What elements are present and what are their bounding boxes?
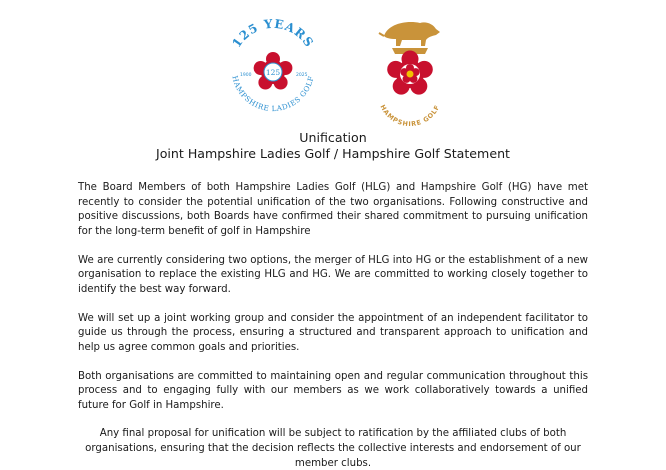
hlg-center-number: 125 (265, 68, 281, 77)
hlg-arc-top-text: 125 YEARS (229, 16, 317, 51)
boar-icon (379, 22, 440, 46)
hg-arc-bottom-text: HAMPSHIRE GOLF (378, 103, 442, 128)
title-line-1: Unification (299, 130, 367, 145)
hlg-year-right: 2025 (296, 73, 308, 78)
svg-text:HAMPSHIRE GOLF (378, 103, 441, 128)
logo-header (0, 10, 666, 128)
statement-title (0, 130, 666, 162)
hlg-year-left: 1900 (240, 73, 252, 78)
paragraph: We will set up a joint working group and consider the appointment of an independent facilitator to guide us through the process, ensuring a structured and transparent approach to unification and help us agree common goals and priorities. (78, 312, 588, 353)
paragraph: Both organisations are committed to maintaining open and regular communication throughout this process and to engaging fully with our members as we work collaboratively towards a unified future for Golf in Hampshire. (78, 370, 588, 411)
tudor-rose-icon (387, 51, 433, 95)
hlg-arc-bottom-text: HAMPSHIRE LADIES GOLF (230, 74, 316, 114)
statement-body (78, 181, 588, 470)
closing-paragraph: Any final proposal for unification will be subject to ratification by the affiliated clubs of both organisations, ensuring that the decision reflects the collective interests and endorsement of our member clubs. (85, 428, 581, 469)
hampshire-ladies-golf-125-logo (218, 12, 328, 122)
svg-text:125 YEARS (229, 17, 316, 50)
paragraph: The Board Members of both Hampshire Ladies Golf (HLG) and Hampshire Golf (HG) have met recently to consider the potential unification of the two organisations. Following constructive and positive discussions, both Boards have confirmed their shared commitment to pursuing unification for the long-term benefit of golf in Hampshire (78, 182, 588, 237)
title-line-2: Joint Hampshire Ladies Golf / Hampshire Golf Statement (156, 146, 510, 161)
tudor-rose-icon (254, 52, 293, 90)
hampshire-golf-logo (370, 10, 450, 128)
paragraph: We are currently considering two options, the merger of HLG into HG or the establishment of a new organisation to replace the existing HLG and HG. We are committed to working closely together to identify the best way forward. (78, 254, 588, 295)
